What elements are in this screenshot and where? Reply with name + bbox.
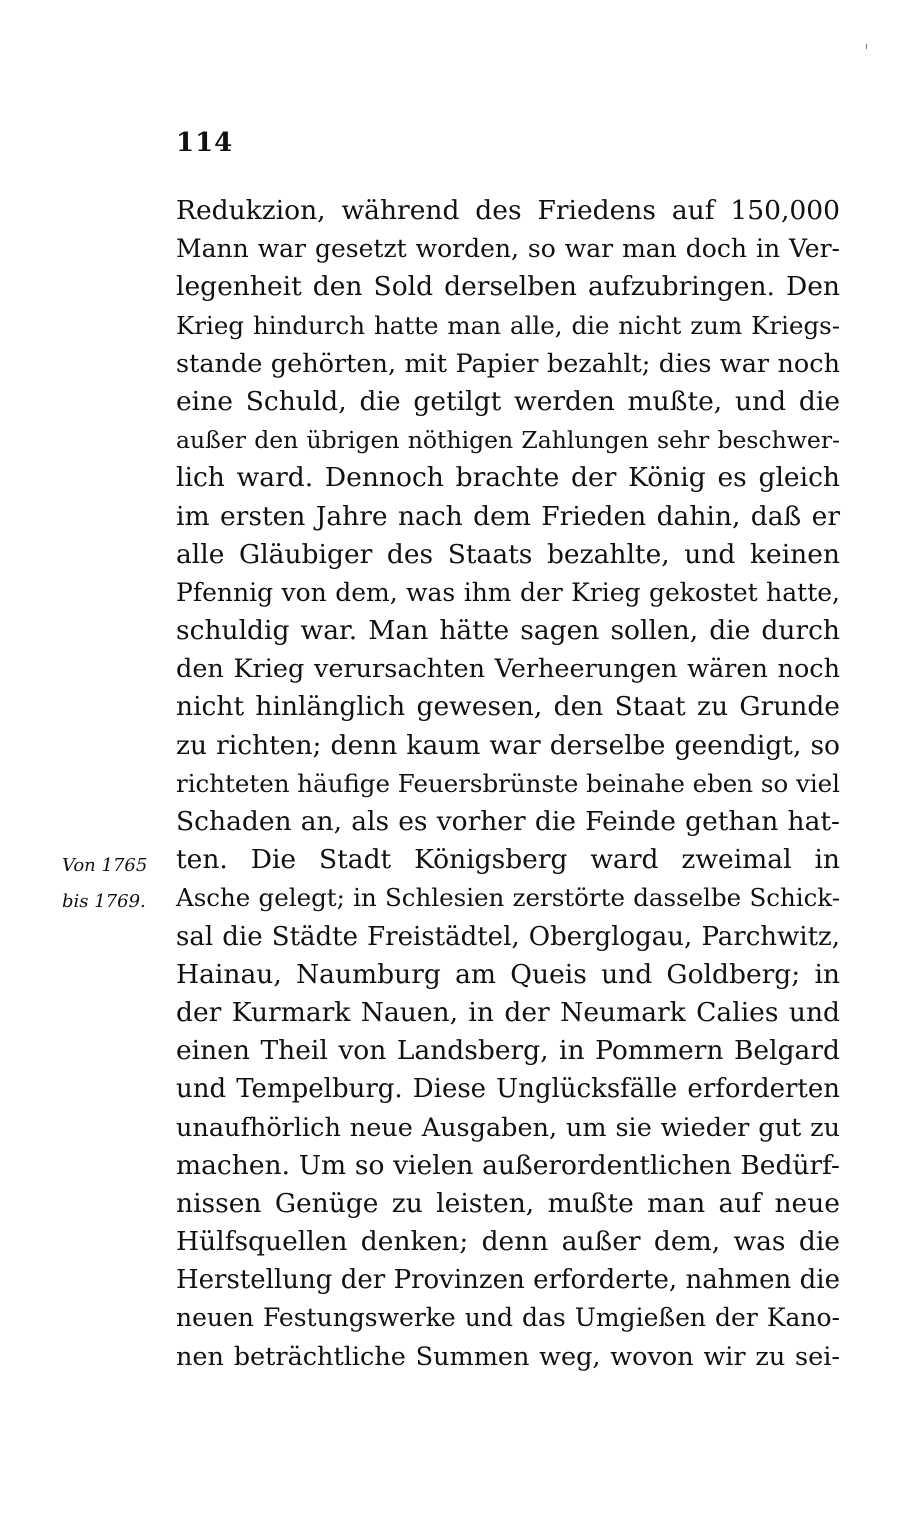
- text-line: Asche gelegt; in Schlesien zerstörte dasselbe Schick-: [176, 883, 840, 913]
- text-line: im ersten Jahre nach dem Frieden dahin, daß er: [176, 500, 840, 532]
- text-line: nen beträchtliche Summen weg, wovon wir zu sei-: [176, 1341, 840, 1372]
- scan-mark: [866, 44, 867, 49]
- text-line: einen Theil von Landsberg, in Pommern Belgard: [176, 1035, 840, 1067]
- body-text: [176, 192, 840, 1376]
- text-line: Herstellung der Provinzen erforderte, nahmen die: [176, 1265, 840, 1296]
- text-line: Mann war gesetzt worden, so war man doch in Ver-: [176, 234, 840, 264]
- text-line: ten. Die Stadt Königsberg ward zweimal in: [176, 844, 840, 876]
- text-line: zu richten; denn kaum war derselbe geendigt, so: [176, 729, 840, 761]
- text-line: außer den übrigen nöthigen Zahlungen sehr beschwer-: [176, 426, 840, 455]
- text-line: nicht hinlänglich gewesen, den Staat zu Grunde: [176, 691, 840, 723]
- text-line: nissen Genüge zu leisten, mußte man auf neue: [176, 1187, 840, 1219]
- text-line: schuldig war. Man hätte sagen sollen, die durch: [176, 615, 840, 647]
- text-line: den Krieg verursachten Verheerungen wären noch: [176, 654, 840, 685]
- text-line: unaufhörlich neue Ausgaben, um sie wieder gut zu: [176, 1112, 840, 1143]
- text-line: Pfennig von dem, was ihm der Krieg gekostet hatte,: [176, 577, 840, 607]
- text-line: richteten häufige Feuersbrünste beinahe eben so viel: [176, 768, 841, 798]
- text-line: Redukzion, während des Friedens auf 150,000: [176, 195, 840, 226]
- text-line: neuen Festungswerke und das Umgießen der Kano-: [176, 1303, 840, 1333]
- margin-note-line-2: bis 1769.: [62, 891, 146, 912]
- text-line: machen. Um so vielen außerordentlichen Bedürf-: [176, 1149, 840, 1181]
- text-line: sal die Städte Freistädtel, Oberglogau, Parchwitz,: [176, 921, 840, 952]
- page-number: 114: [176, 128, 234, 158]
- text-line: stande gehörten, mit Papier bezahlt; dies war noch: [176, 348, 840, 379]
- text-line: und Tempelburg. Diese Unglücksfälle erforderten: [176, 1074, 840, 1105]
- text-line: lich ward. Dennoch brachte der König es gleich: [176, 462, 840, 494]
- text-line: alle Gläubiger des Staats bezahlte, und keinen: [176, 538, 840, 570]
- margin-note: [62, 848, 174, 920]
- text-line: Schaden an, als es vorher die Feinde gethan hat-: [176, 806, 840, 837]
- text-line: legenheit den Sold derselben aufzubringen. Den: [176, 271, 840, 303]
- text-line: Hülfsquellen denken; denn außer dem, was die: [176, 1226, 840, 1258]
- text-line: eine Schuld, die getilgt werden mußte, und die: [176, 385, 840, 417]
- text-line: Hainau, Naumburg am Queis und Goldberg; in: [176, 958, 840, 990]
- text-line: der Kurmark Nauen, in der Neumark Calies und: [176, 996, 840, 1028]
- margin-note-line-1: Von 1765: [62, 855, 148, 876]
- text-line: Krieg hindurch hatte man alle, die nicht zum Kriegs-: [176, 310, 840, 340]
